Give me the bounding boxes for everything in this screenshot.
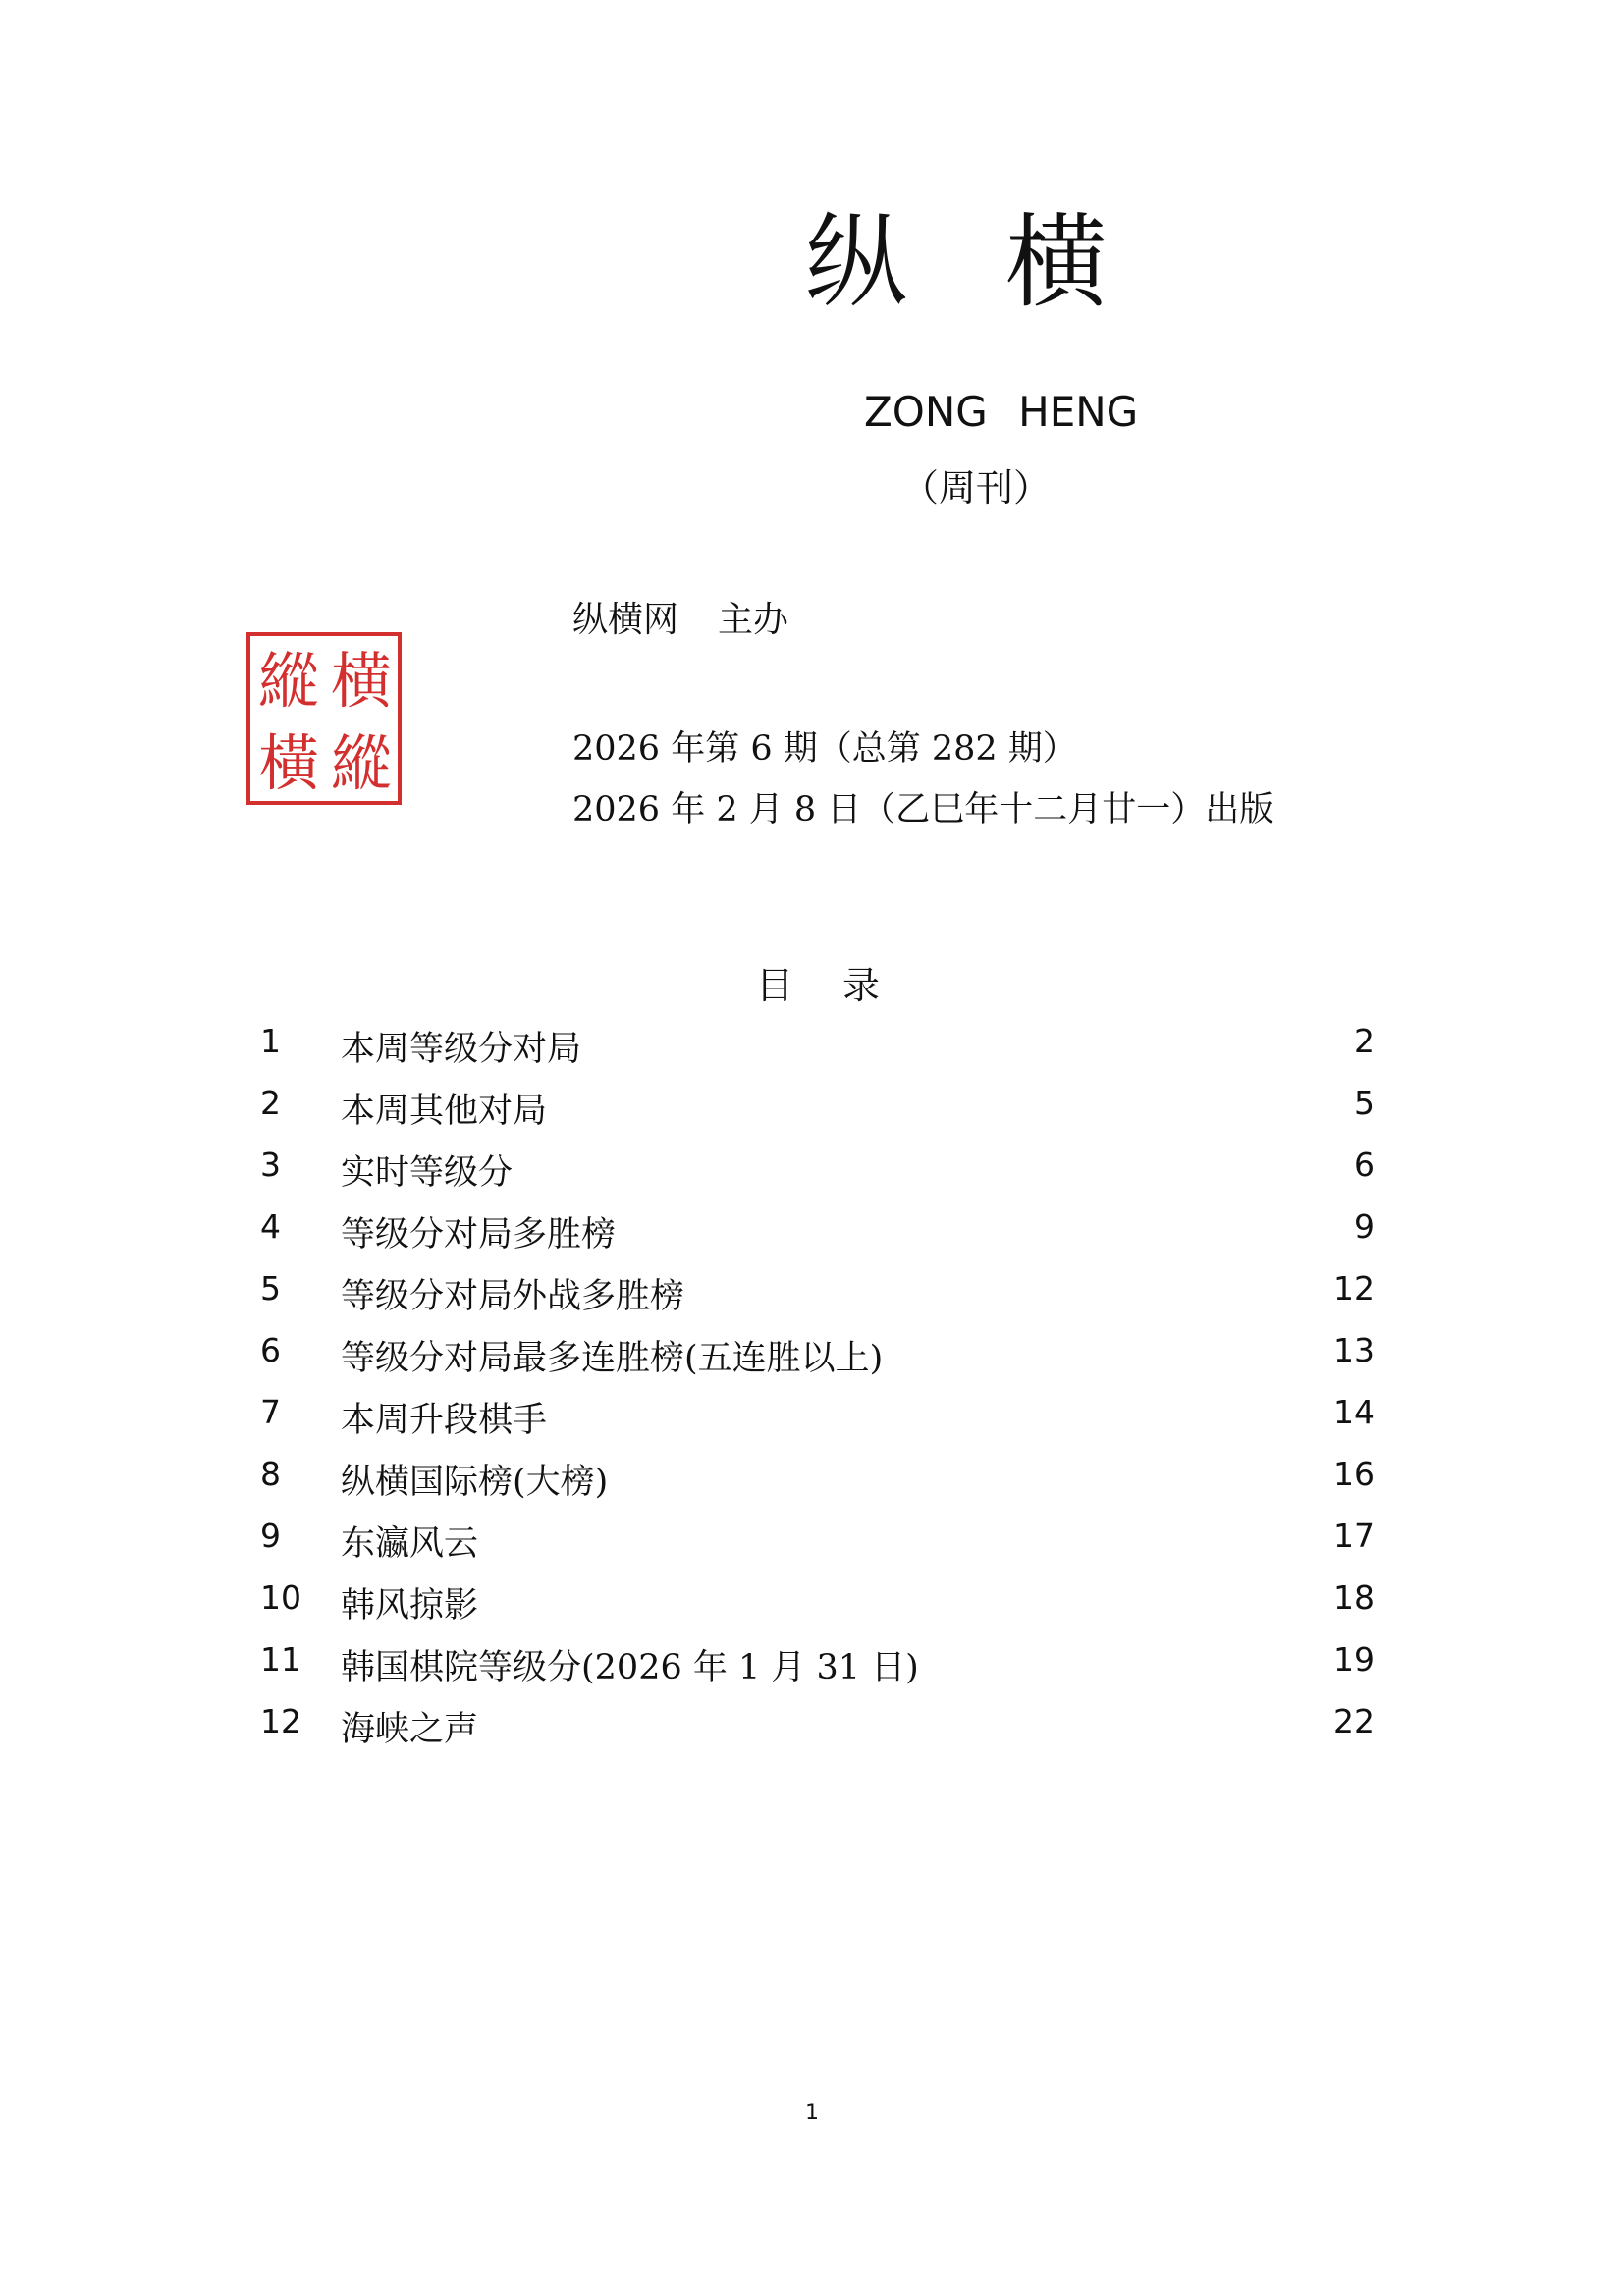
toc-item-title: 韩国棋院等级分(2026 年 1 月 31 日) (341, 1648, 919, 1687)
toc-item-title: 等级分对局多胜榜 (341, 1215, 617, 1255)
toc-item[interactable] (245, 1263, 1384, 1325)
toc-item-number: 11 (260, 1640, 301, 1679)
toc-item[interactable] (245, 1078, 1384, 1140)
toc-item-title: 纵横国际榜(大榜) (341, 1463, 609, 1502)
toc-item[interactable] (245, 1201, 1384, 1263)
toc-item[interactable] (245, 1634, 1384, 1696)
toc-item-title: 海峡之声 (341, 1710, 479, 1749)
toc-item-title: 等级分对局最多连胜榜(五连胜以上) (341, 1339, 884, 1378)
toc-item-title: 等级分对局外战多胜榜 (341, 1277, 685, 1316)
toc-item-title: 本周其他对局 (341, 1092, 548, 1131)
publication-date: 2026 年 2 月 8 日（乙巳年十二月廿一）出版 (572, 790, 1274, 829)
toc-item[interactable] (245, 1449, 1384, 1511)
seal-char-1: 横 (330, 645, 393, 717)
toc-item-number: 2 (260, 1084, 281, 1122)
organizer-role: 主办 (718, 600, 789, 640)
toc-item-number: 1 (260, 1022, 281, 1060)
toc-item-number: 7 (260, 1393, 281, 1431)
toc-item-number: 4 (260, 1207, 281, 1246)
masthead-english-title: ZONG HENG (864, 388, 1139, 436)
toc-item[interactable] (245, 1387, 1384, 1449)
toc-item-title: 本周等级分对局 (341, 1030, 582, 1069)
toc-item[interactable] (245, 1511, 1384, 1573)
red-seal-stamp (245, 631, 403, 806)
toc-item-title: 韩风掠影 (341, 1586, 479, 1626)
toc-item-page: 19 (1333, 1640, 1375, 1679)
toc-item-page: 17 (1333, 1517, 1375, 1555)
toc-item-page: 16 (1333, 1455, 1375, 1493)
toc-item-page: 5 (1354, 1084, 1375, 1122)
toc-item[interactable] (245, 1696, 1384, 1758)
toc-item-number: 9 (260, 1517, 281, 1555)
toc-item-page: 18 (1333, 1578, 1375, 1617)
toc-item-page: 14 (1333, 1393, 1375, 1431)
toc-item[interactable] (245, 1140, 1384, 1201)
toc-item-page: 13 (1333, 1331, 1375, 1369)
toc-item-page: 12 (1333, 1269, 1375, 1308)
toc-heading: 目录 (756, 964, 930, 1007)
seal-char-3: 縱 (330, 727, 393, 799)
toc-item-page: 9 (1354, 1207, 1375, 1246)
toc-item[interactable] (245, 1325, 1384, 1387)
toc-item-page: 2 (1354, 1022, 1375, 1060)
seal-char-4: 橫 (257, 727, 320, 799)
organizer-line (572, 592, 788, 642)
toc-item-number: 10 (260, 1578, 301, 1617)
toc-item-page: 6 (1354, 1146, 1375, 1184)
toc-item[interactable] (245, 1016, 1384, 1078)
toc-item-title: 东瀛风云 (341, 1524, 479, 1564)
page-number: 1 (805, 2101, 819, 2125)
toc-item-number: 3 (260, 1146, 281, 1184)
toc-item-page: 22 (1333, 1702, 1375, 1740)
organizer-name: 纵横网 (572, 600, 679, 640)
toc-item-number: 5 (260, 1269, 281, 1308)
toc-item-number: 8 (260, 1455, 281, 1493)
seal-char-2: 縱 (257, 645, 320, 717)
issue-line: 2026 年第 6 期（总第 282 期） (572, 729, 1077, 769)
table-of-contents (245, 1016, 1384, 1758)
toc-item-number: 6 (260, 1331, 281, 1369)
masthead-title: 纵横 (805, 202, 1207, 322)
toc-item-number: 12 (260, 1702, 301, 1740)
toc-item[interactable] (245, 1573, 1384, 1634)
masthead-subtitle: （周刊） (901, 466, 1052, 509)
toc-item-title: 实时等级分 (341, 1153, 514, 1193)
toc-item-title: 本周升段棋手 (341, 1401, 548, 1440)
